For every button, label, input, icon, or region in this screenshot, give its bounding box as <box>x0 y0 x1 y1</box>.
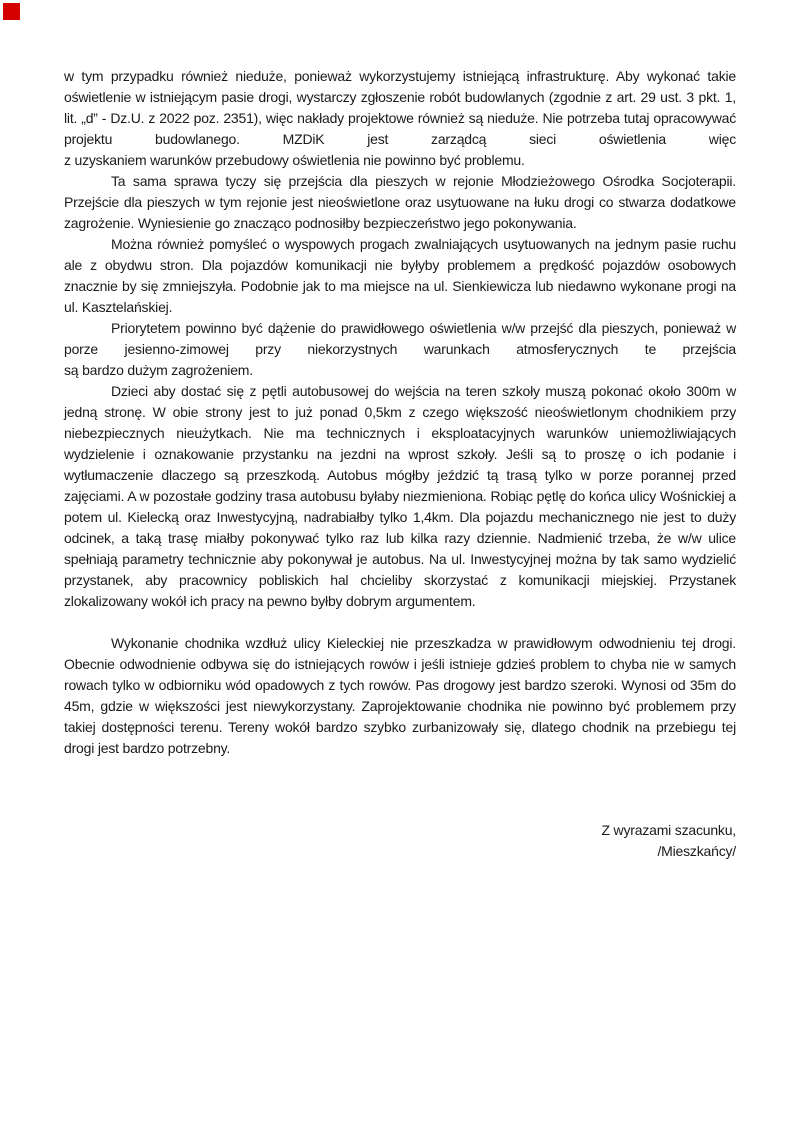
paragraph-segment: Dzieci aby dostać się z pętli autobusowej do wejścia na teren szkoły muszą pokonać około 300m w jedną stronę. W obie strony jest to już ponad 0,5km z czego większość nieoświetlonym chodnikiem przy niebezpiecznych nieużytkach. Nie ma technicznych i eksploatacyjnych warunków uniemożliwiających wydzielenie i oznakowanie przystanku na jezdni na wprost szkoły. Jeśli są to proszę o ich podanie i wytłumaczenie dlaczego są przeszkodą. Autobus mógłby jeździć tą trasą tylko w porze porannej przed zajęciami. A w pozostałe godziny trasa autobusu byłaby niezmieniona. Robiąc pętlę do końca ulicy Wośnickiej a potem ul. Kielecką oraz Inwestycyjną, nadrabiałby tylko 1,4km. Dla pojazdu mechanicznego nie jest to duży odcinek, a taką trasę miałby pokonywać tylko raz lub kilka razy dziennie. Nadmienić trzeba, że w/w ulice spełniają parametry technicznie aby pokonywał je autobus. Na ul. Inwestycyjnej można by tak samo wydzielić przystanek, aby pracownicy pobliskich hal chcieliby skorzystać z komunikacji miejskiej. Przystanek zlokalizowany wokół ich pracy na pewno byłby dobrym argumentem. <box>64 383 736 609</box>
paragraph-6 <box>64 633 736 759</box>
paragraph-4 <box>64 318 736 381</box>
paragraph-segment: z uzyskaniem warunków przebudowy oświetlenia nie powinno być problemu. <box>64 152 525 168</box>
paragraph-3 <box>64 234 736 318</box>
closing-signature: /Mieszkańcy/ <box>657 843 736 859</box>
red-square-marker <box>3 3 20 20</box>
paragraph-segment: Można również pomyśleć o wyspowych progach zwalniających usytuowanych na jednym pasie ruchu ale z obydwu stron. Dla pojazdów komunikacji nie byłyby problemem a prędkość pojazdów osobowych znacznie by się zmniejszyła. Podobnie jak to ma miejsce na ul. Sienkiewicza lub niedawno wykonane progi na ul. Kasztelańskiej. <box>64 236 736 315</box>
paragraph-1 <box>64 66 736 171</box>
letter-body <box>64 66 736 759</box>
closing-block <box>602 820 736 862</box>
paragraph-segment: Priorytetem powinno być dążenie do prawidłowego oświetlenia w/w przejść dla pieszych, ponieważ w porze jesienno-zimowej przy niekorzystnych warunkach atmosferycznych te przejścia <box>64 320 736 357</box>
paragraph-segment: Wykonanie chodnika wzdłuż ulicy Kieleckiej nie przeszkadza w prawidłowym odwodnieniu tej drogi. Obecnie odwodnienie odbywa się do istniejących rowów i jeśli istnieje gdzieś problem to chyba nie w samych rowach tylko w odbiorniku wód opadowych z tych rowów. Pas drogowy jest bardzo szeroki. Wynosi od 35m do 45m, gdzie w większości jest niewykorzystany. Zaprojektowanie chodnika nie powinno być problemem przy takiej dostępności terenu. Tereny wokół bardzo szybko zurbanizowały się, dlatego chodnik na przebiegu tej drogi jest bardzo potrzebny. <box>64 635 736 756</box>
paragraph-5 <box>64 381 736 612</box>
paragraph-segment: są bardzo dużym zagrożeniem. <box>64 362 253 378</box>
paragraph-segment: Ta sama sprawa tyczy się przejścia dla pieszych w rejonie Młodzieżowego Ośrodka Socjoterapii. Przejście dla pieszych w tym rejonie jest nieoświetlone oraz usytuowane na łuku drogi co stwarza dodatkowe zagrożenie. Wyniesienie go znacząco podnosiłby bezpieczeństwo jego pokonywania. <box>64 173 736 231</box>
paragraph-segment: w tym przypadku również nieduże, ponieważ wykorzystujemy istniejącą infrastrukturę. Aby wykonać takie oświetlenie w istniejącym pasie drogi, wystarczy zgłoszenie robót budowlanych (zgodnie z art. 29 ust. 3 pkt. 1, lit. „d” - Dz.U. z 2022 poz. 2351), więc nakłady projektowe również są nieduże. Nie potrzeba tutaj opracowywać projektu budowlanego. MZDiK jest zarządcą sieci oświetlenia więc <box>64 68 736 147</box>
closing-salutation: Z wyrazami szacunku, <box>601 822 736 838</box>
paragraph-2 <box>64 171 736 234</box>
